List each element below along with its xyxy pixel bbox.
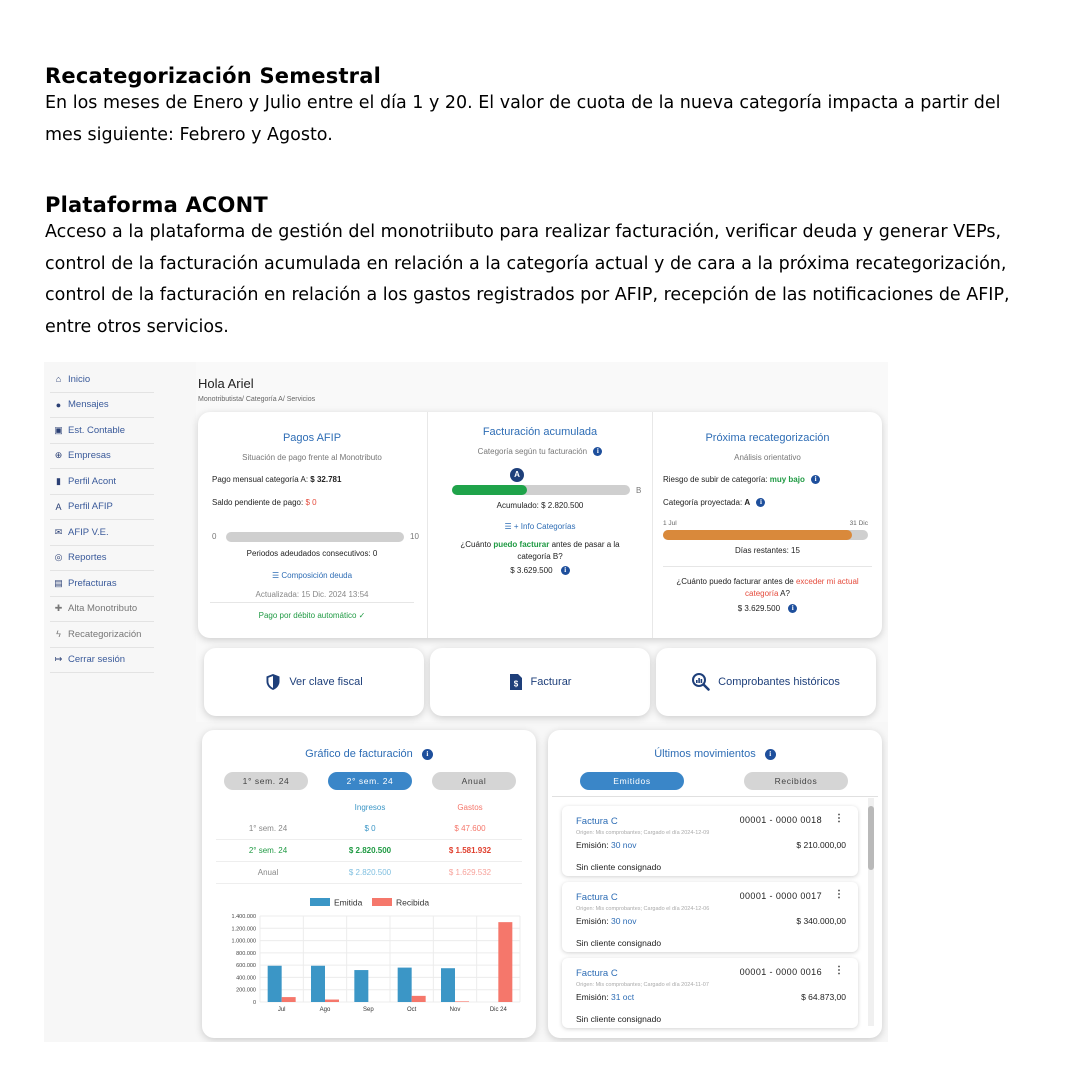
sidebar-item[interactable]	[50, 648, 154, 674]
saldo-row	[212, 498, 317, 507]
sidebar-item[interactable]	[50, 546, 154, 572]
sidebar-item[interactable]	[50, 495, 154, 521]
periods-label: Periodos adeudados consecutivos: 0	[246, 549, 378, 558]
info-categorias-link[interactable]: ☰ + Info Categorías	[504, 522, 576, 531]
ver-clave-fiscal-button[interactable]: Ver clave fiscal	[204, 648, 424, 716]
scrollbar[interactable]	[868, 798, 874, 1026]
category-marker: A	[510, 468, 524, 482]
bar-emitida[interactable]	[354, 970, 368, 1002]
sidebar-item[interactable]	[50, 520, 154, 546]
tab-recibidos[interactable]: Recibidos	[744, 772, 848, 790]
saldo-value: $ 0	[305, 498, 317, 507]
movimiento-item[interactable]: Factura C 00001 - 0000 0018 ⋮ Origen: Mis comprobantes; Cargado el día 2024-12-09 Emisión: 30 nov $ 210.000,00 Sin cliente consignado	[562, 806, 858, 876]
facturacion-bar-chart	[202, 894, 536, 1022]
facturacion-title: Facturación acumulada	[482, 426, 598, 438]
facturacion-subtitle-row	[428, 447, 652, 456]
proyectada-label: Categoría proyectada:	[663, 498, 743, 507]
composicion-deuda-link[interactable]: ☰ Composición deuda	[271, 571, 353, 580]
sidebar-item-label: Inicio	[68, 373, 91, 385]
user-category-breadcrumb: Monotributista/ Categoría A/ Servicios	[198, 396, 316, 403]
legend-swatch	[372, 898, 392, 906]
more-options-icon[interactable]: ⋮	[834, 813, 844, 824]
x-tick-label: Dic 24	[489, 1007, 507, 1013]
semester-progress-bar	[663, 530, 868, 540]
legend-label: Emitida	[334, 897, 363, 908]
info-icon[interactable]: i	[593, 447, 602, 456]
info-icon[interactable]: i	[788, 604, 797, 613]
sidebar-item[interactable]	[50, 418, 154, 444]
section-title: Plataforma ACONT	[45, 193, 268, 217]
mail-icon: ✉	[54, 526, 63, 537]
tab-1-sem[interactable]: 1° sem. 24	[224, 772, 308, 790]
table-header-row	[216, 796, 522, 818]
bar-emitida[interactable]	[268, 966, 282, 1002]
riesgo-label: Riesgo de subir de categoría:	[663, 475, 768, 484]
exceder-categoria-question: ¿Cuánto puedo facturar antes de exceder mi actual categoría A?	[676, 577, 859, 598]
grafico-facturacion-card	[202, 730, 536, 1038]
proxima-recategorizacion-panel	[653, 412, 882, 638]
y-tick-label: 1.200.000	[231, 926, 256, 933]
recat-title: Próxima recategorización	[705, 432, 830, 444]
legend-swatch	[310, 898, 330, 906]
next-category-label: B	[636, 486, 642, 495]
home-icon: ⌂	[55, 374, 62, 385]
letter-a-icon: A	[55, 501, 62, 512]
sidebar-item-label: AFIP V.E.	[68, 526, 109, 538]
sidebar-item-label: Est. Contable	[68, 424, 126, 436]
dias-restantes: Días restantes: 15	[735, 546, 800, 555]
svg-text:$: $	[513, 679, 518, 689]
bar-recibida[interactable]	[412, 996, 426, 1002]
sidebar-item[interactable]	[50, 444, 154, 470]
ultimos-movimientos-card	[548, 730, 882, 1038]
y-tick-label: 1.400.000	[231, 914, 256, 920]
pagos-afip-panel	[198, 412, 426, 638]
sidebar-item-label: Recategorización	[68, 628, 142, 640]
x-tick-label: Oct	[406, 1007, 417, 1013]
facturar-amount-row	[428, 566, 652, 575]
debt-bar-min: 0	[212, 532, 217, 541]
search-report-icon: ◎	[54, 552, 63, 563]
table-row: 2° sem. 24 $ 2.820.500 $ 1.581.932	[216, 840, 522, 862]
chat-icon: ●	[55, 399, 62, 410]
add-user-icon: ✚	[54, 603, 63, 614]
movimiento-item[interactable]: Factura C 00001 - 0000 0017 ⋮ Origen: Mis comprobantes; Cargado el día 2024-12-06 Emisión: 30 nov $ 340.000,00 Sin cliente consignado	[562, 882, 858, 952]
info-icon[interactable]: i	[811, 475, 820, 484]
more-options-icon[interactable]: ⋮	[834, 889, 844, 900]
tab-2-sem[interactable]: 2° sem. 24	[328, 772, 412, 790]
bolt-icon: ϟ	[56, 629, 61, 640]
debt-periods-bar	[226, 532, 404, 542]
scrollbar-thumb[interactable]	[868, 806, 874, 870]
period-end: 31 Dic	[849, 520, 868, 527]
bar-emitida[interactable]	[311, 966, 325, 1002]
briefcase-icon: ▣	[54, 424, 63, 435]
summary-card	[198, 412, 882, 638]
greeting: Hola Ariel	[198, 376, 254, 391]
period-start: 1 Jul	[663, 520, 677, 527]
grafico-title-row	[202, 748, 536, 760]
acumulado-label: Acumulado: $ 2.820.500	[496, 501, 584, 510]
category-progress-bar	[452, 485, 630, 495]
facturacion-acumulada-panel	[427, 412, 653, 638]
facturar-amount: $ 3.629.500	[510, 566, 553, 575]
recat-subtitle: Análisis orientativo	[734, 453, 801, 462]
bar-recibida[interactable]	[282, 997, 296, 1002]
grafico-title: Gráfico de facturación	[305, 748, 413, 760]
sidebar	[50, 367, 154, 673]
category-progress-fill	[452, 485, 527, 495]
bar-recibida[interactable]	[325, 1000, 339, 1002]
x-tick-label: Ago	[319, 1007, 331, 1013]
sidebar-item-label: Empresas	[68, 450, 111, 462]
exceder-amount: $ 3.629.500	[737, 604, 781, 613]
y-tick-label: 0	[252, 1000, 256, 1006]
info-icon[interactable]: i	[765, 749, 776, 760]
cuanto-facturar-question: ¿Cuánto puedo facturar antes de pasar a la categoría B?	[460, 540, 620, 561]
cuota-value: $ 32.781	[310, 475, 342, 484]
saldo-label: Saldo pendiente de pago:	[212, 498, 304, 507]
shield-icon	[265, 673, 281, 691]
y-tick-label: 800.000	[236, 950, 256, 957]
globe-icon: ⊕	[54, 450, 63, 461]
comprobantes-historicos-button[interactable]: Comprobantes históricos	[656, 648, 876, 716]
riesgo-row	[663, 475, 820, 484]
bar-recibida[interactable]	[498, 922, 512, 1002]
movimiento-item[interactable]: Factura C 00001 - 0000 0016 ⋮ Origen: Mis comprobantes; Cargado el día 2024-11-07 Emisión: 31 oct $ 64.873,00 Sin cliente consignado	[562, 958, 858, 1028]
proyectada-value: A	[744, 498, 751, 507]
bar-emitida[interactable]	[398, 968, 412, 1002]
sidebar-item-label: Perfil Acont	[68, 475, 117, 487]
table-row: Anual $ 2.820.500 $ 1.629.532	[216, 862, 522, 884]
pagos-subtitle: Situación de pago frente al Monotributo	[242, 453, 382, 462]
sidebar-item-label: Reportes	[68, 552, 107, 564]
riesgo-value: muy bajo	[769, 475, 805, 484]
movimientos-title: Últimos movimientos	[654, 748, 756, 760]
sidebar-item-label: Cerrar sesión	[68, 654, 126, 666]
header-gastos: Gastos	[457, 802, 483, 812]
bar-emitida[interactable]	[441, 968, 455, 1002]
tab-emitidos[interactable]: Emitidos	[580, 772, 684, 790]
section-title: Recategorización Semestral	[45, 64, 382, 88]
document-icon: ▤	[54, 577, 63, 588]
x-tick-label: Sep	[362, 1007, 374, 1013]
pagos-title: Pagos AFIP	[282, 432, 342, 444]
sidebar-item[interactable]	[50, 622, 154, 648]
sidebar-item[interactable]	[50, 597, 154, 623]
sidebar-item-label: Alta Monotributo	[68, 603, 138, 615]
y-tick-label: 1.000.000	[231, 938, 256, 945]
facturar-button[interactable]: $ Facturar	[430, 648, 650, 716]
y-tick-label: 600.000	[236, 963, 256, 970]
table-row: 1° sem. 24 $ 0 $ 47.600	[216, 818, 522, 840]
sidebar-item-label: Perfil AFIP	[68, 501, 113, 513]
sidebar-item[interactable]	[50, 367, 154, 393]
debito-automatico-status: Pago por débito automático ✓	[258, 611, 366, 620]
header-ingresos: Ingresos	[354, 802, 386, 812]
legend-label: Recibida	[396, 897, 430, 908]
intro-plataforma	[45, 193, 1035, 343]
bar-recibida[interactable]	[455, 1001, 469, 1002]
x-tick-label: Nov	[449, 1007, 461, 1013]
updated-label: Actualizada: 15 Dic. 2024 13:54	[255, 590, 369, 599]
info-icon[interactable]: i	[422, 749, 433, 760]
info-icon[interactable]: i	[561, 566, 570, 575]
cuota-label: Pago mensual categoría A:	[212, 475, 309, 484]
movimientos-title-row	[548, 748, 882, 760]
y-tick-label: 400.000	[236, 975, 256, 982]
cuota-row	[212, 475, 341, 484]
app-screenshot	[44, 362, 888, 1042]
invoice-icon	[509, 673, 523, 691]
sidebar-item-label: Mensajes	[68, 399, 109, 411]
section-text: Acceso a la plataforma de gestión del monotriibuto para realizar facturación, verificar deuda y generar VEPs, control de la facturación acumulada en relación a la categoría actual y de cara a la próxima recategorización, control de la facturación en relación a los gastos registrados por AFIP, recepción de las notificaciones de AFIP, entre otros servicios.	[45, 222, 1010, 337]
info-icon[interactable]: i	[756, 498, 765, 507]
sidebar-item[interactable]	[50, 571, 154, 597]
intro-recategorizacion	[45, 64, 1035, 151]
y-tick-label: 200.000	[236, 987, 256, 994]
facturacion-subtitle: Categoría según tu facturación	[477, 447, 588, 456]
list-icon: ☰	[504, 522, 512, 531]
semester-progress-fill	[663, 530, 852, 540]
badge-icon: ▮	[56, 475, 61, 486]
tab-anual[interactable]: Anual	[432, 772, 516, 790]
more-options-icon[interactable]: ⋮	[834, 965, 844, 976]
summary-table	[216, 796, 522, 884]
x-tick-label: Jul	[277, 1007, 286, 1013]
section-text: En los meses de Enero y Julio entre el día 1 y 20. El valor de cuota de la nueva categoría impacta a partir del mes siguiente: Febrero y Agosto.	[45, 93, 1001, 145]
search-chart-icon	[692, 673, 710, 691]
sidebar-item[interactable]	[50, 393, 154, 419]
debt-bar-max: 10	[410, 532, 419, 541]
proyectada-row	[663, 498, 765, 507]
list-icon: ☰	[271, 571, 280, 580]
sidebar-item-label: Prefacturas	[68, 577, 117, 589]
exceder-amount-row	[653, 604, 882, 613]
logout-icon: ↦	[54, 654, 63, 665]
sidebar-item[interactable]	[50, 469, 154, 495]
